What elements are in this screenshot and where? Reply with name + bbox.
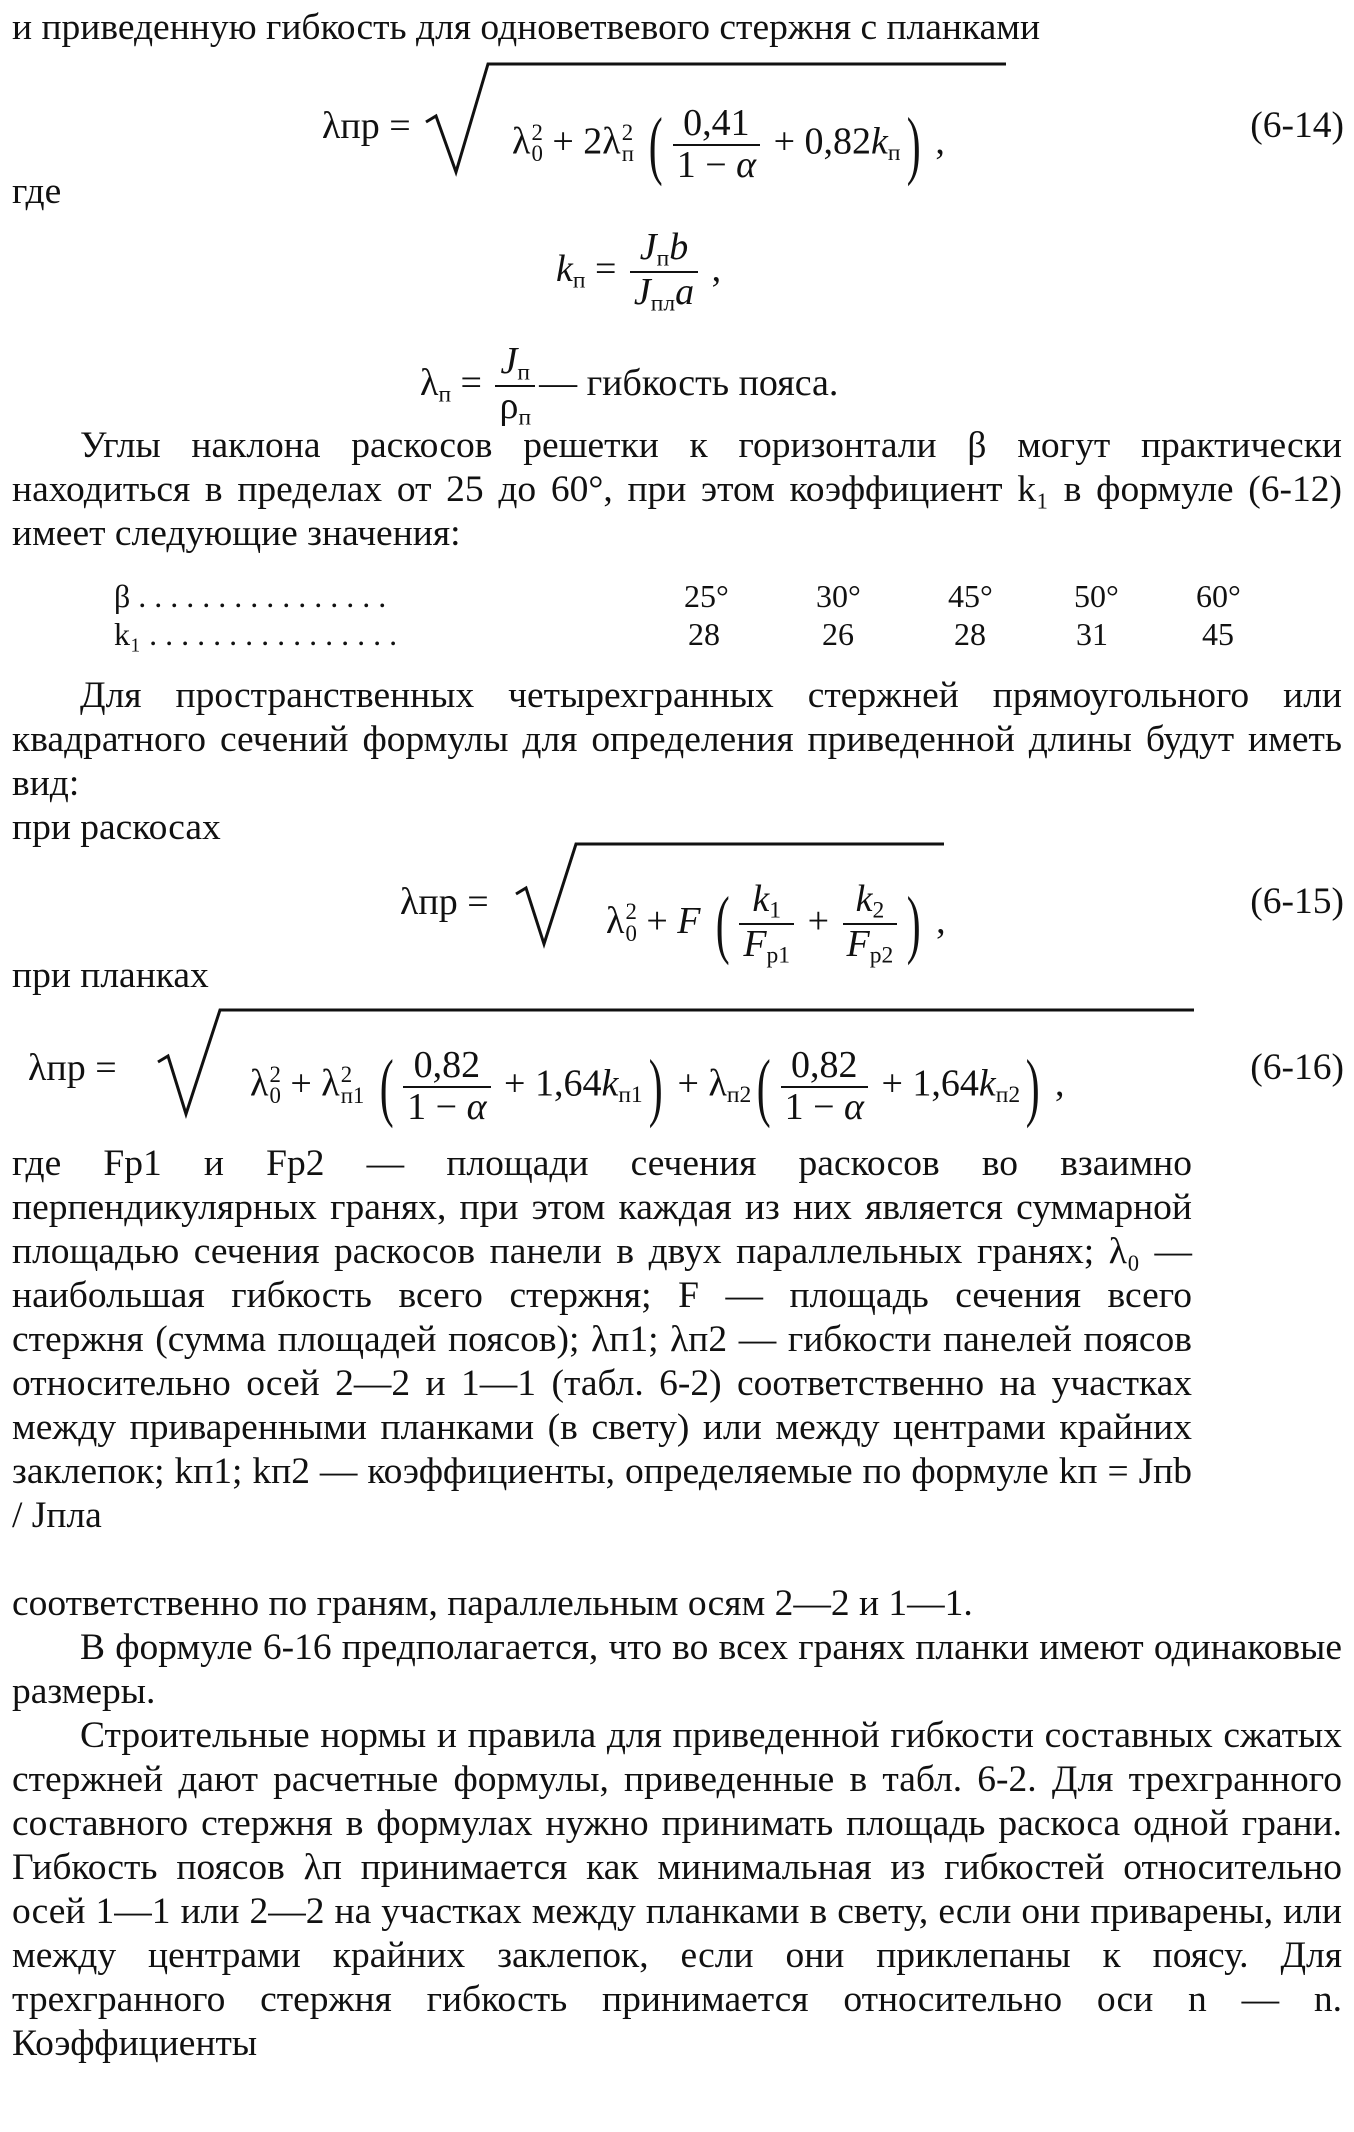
k1-value: 45 xyxy=(1202,616,1234,652)
k1-label: k₁ . . . . . . . . . . . . . . . . xyxy=(114,616,398,652)
formula-6-15-body: λ 2 0 + F ( $\frac{k_1}{F_{р1}}$ + $\frac{k_2}{F_{р2}}$ ) , xyxy=(606,878,946,969)
label-pri-raskosah: при раскосах xyxy=(12,807,221,848)
beta-value: 60° xyxy=(1196,578,1241,614)
beta-value: 45° xyxy=(948,578,993,614)
lambda-n-definition: $\lambda_п$ = $\frac{J_п}{\rho_п}$ — гибкость пояса. xyxy=(420,340,839,431)
beta-value: 25° xyxy=(684,578,729,614)
formula-6-16-body: λ 2 0 + λ 2 п1 ( $\frac{0,82}{1 - \alpha}$ + $1,64k_{п1}) + \lambda_{п2}$( $\frac{0,82}{1 - \alpha}$ + $1,64k_{п2}$) , xyxy=(250,1044,1065,1129)
formula-6-15-lhs: λпр = xyxy=(400,881,489,923)
equation-number-6-16: (6-16) xyxy=(1250,1047,1344,1088)
paragraph-norms: Строительные нормы и правила для приведенной гибкости составных сжатых стержней дают расчетные формулы, приведенные в табл. 6-2. Для трехгранного составного стержня в формулах нужно принимать площадь раскоса одной грани. Гибкость поясов λп принимается как минимальная из гибкостей относительно осей 1—1 или 2—2 на участках между планками в свету, если они приварены, или между центрами крайних заклепок, если они приклепаны к поясу. Для трехгранного стержня гибкость принимается относительно оси n — n. Коэффициенты xyxy=(12,1715,1342,2064)
paragraph-definitions-tail: соответственно по граням, параллельным осям 2—2 и 1—1. xyxy=(12,1583,973,1624)
equation-number-6-14: (6-14) xyxy=(1250,105,1344,146)
beta-value: 30° xyxy=(816,578,861,614)
k1-value: 28 xyxy=(688,616,720,652)
k1-value: 28 xyxy=(954,616,986,652)
beta-label: β . . . . . . . . . . . . . . . . xyxy=(114,578,387,614)
k1-value: 26 xyxy=(822,616,854,652)
gde-label: где xyxy=(12,171,62,212)
paragraph-planks: В формуле 6-16 предполагается, что во всех гранях планки имеют одинаковые размеры. xyxy=(12,1627,1342,1712)
paragraph-spatial: Для пространственных четырехгранных стержней прямоугольного или квадратного сечений формулы для определения приведенной длины будут иметь вид: xyxy=(12,675,1342,804)
kn-definition: $k_п$ = $\frac{J_пb}{J_{пл}a}$ , xyxy=(556,226,722,317)
formula-6-14-lhs: λпр = xyxy=(322,105,411,147)
equation-number-6-15: (6-15) xyxy=(1250,881,1344,922)
label-pri-plankah: при планках xyxy=(12,955,209,996)
paragraph-definitions: где Fр1 и Fр2 — площади сечения раскосов во взаимно перпендикулярных гранях, при этом каждая из них является суммарной площадью сечения раскосов панели в двух параллельных гранях; λ₀ — наибольшая гибкость всего стержня; F — площадь сечения всего стержня (сумма площадей поясов); λп1; λп2 — гибкости панелей поясов относительно осей 2—2 и 1—1 (табл. 6-2) соответственно на участках между приваренными планками (в свету) или между центрами крайних заклепок; kп1; kп2 — коэффициенты, определяемые по формуле kп = Jпb / Jплa xyxy=(12,1143,1192,1536)
intro-line: и приведенную гибкость для одноветвевого стержня с планками xyxy=(12,7,1041,48)
paragraph-angles: Углы наклона раскосов решетки к горизонтали β могут практически находиться в пределах от 25 до 60°, при этом коэффициент k₁ в формуле (6-12) имеет следующие значения: xyxy=(12,425,1342,554)
formula-6-16-lhs: λпр = xyxy=(28,1047,117,1089)
formula-6-14-body: λ 2 0 + 2λ 2 п ( $\frac{0,41}{1 - \alpha}$ + $0,82k_п$) , xyxy=(512,102,945,187)
beta-value: 50° xyxy=(1074,578,1119,614)
k1-value: 31 xyxy=(1076,616,1108,652)
